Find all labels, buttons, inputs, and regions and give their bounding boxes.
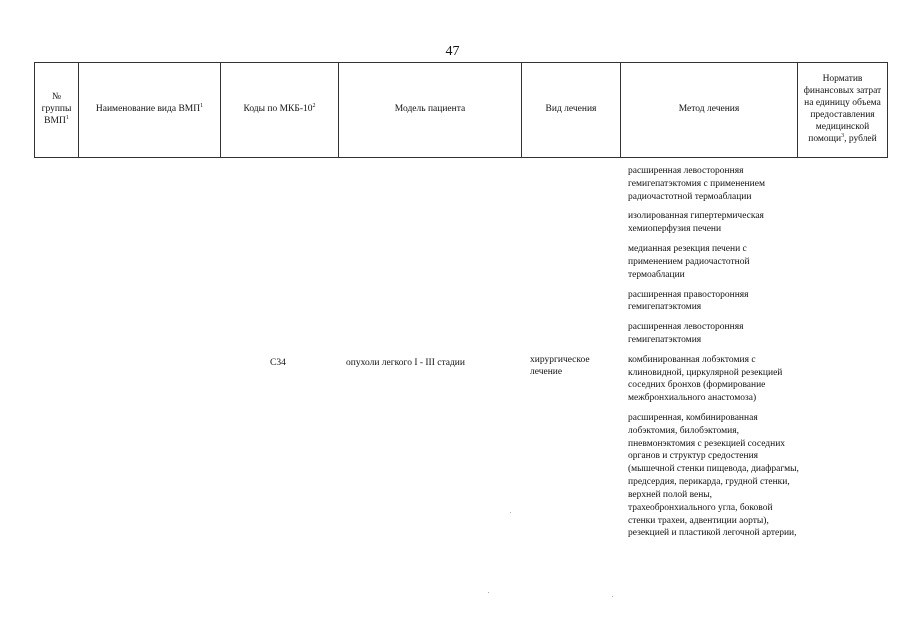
header-icd-codes <box>221 63 339 158</box>
footnote-mark: 1 <box>65 114 69 121</box>
header-cost-norm <box>798 63 888 158</box>
icd-code-cell: C34 <box>270 358 286 368</box>
header-patient-model-text: Модель пациента <box>394 104 466 115</box>
header-table <box>34 62 888 158</box>
header-group-number <box>35 63 79 158</box>
treatment-method-item: изолированная гипертермическая хемиоперфузия печени <box>628 211 764 235</box>
header-treatment-type <box>522 63 621 158</box>
treatment-method-item: расширенная правосторонняя гемигепатэктомия <box>628 289 749 313</box>
header-cost-norm-tail: , рублей <box>844 133 877 144</box>
treatment-method-item: расширенная, комбинированная лобэктомия, билобэктомия, пневмонэктомия с резекцией соседних органов и структур средостения (мышечной стенки пищевода, диафрагмы, предсердия, перикарда, грудной стенки, верхней полой вены, трахеобронхиального угла, боковой стенки трахеи, адвентиции аорты), резекцией и пластикой легочной артерии, <box>628 413 799 539</box>
treatment-type-cell: хирургическое лечение <box>530 355 590 378</box>
header-vmp-name-text: Наименование вида ВМП <box>95 104 201 115</box>
header-treatment-method-text: Метод лечения <box>678 104 740 115</box>
header-treatment-method <box>621 63 798 158</box>
scan-speck <box>612 596 613 597</box>
treatment-method-item: расширенная левосторонняя гемигепатэктомия <box>628 322 744 345</box>
header-patient-model <box>339 63 522 158</box>
footnote-mark: 3 <box>841 132 845 139</box>
header-cost-norm-text: Норматив финансовых затрат на единицу объема предоставления медицинской помощи <box>803 74 882 144</box>
footnote-mark: 1 <box>200 102 204 109</box>
footnote-mark: 2 <box>312 102 316 109</box>
scan-speck <box>488 592 489 593</box>
treatment-methods-list <box>628 165 800 547</box>
header-treatment-type-text: Вид лечения <box>545 104 597 115</box>
treatment-method-item: комбинированная лобэктомия с клиновидной, циркулярной резекцией соседних бронхов (формирование межбронхиального анастомоза) <box>628 354 783 404</box>
header-group-number-text: № группы ВМП <box>41 92 72 126</box>
scan-speck <box>510 512 511 513</box>
treatment-method-item: расширенная левосторонняя гемигепатэктомия с применением радиочастотной термоаблации <box>628 166 765 202</box>
treatment-method-item: медианная резекция печени с применением радиочастотной термоаблации <box>628 244 750 280</box>
page-number: 47 <box>445 44 460 59</box>
header-icd-codes-text: Коды по МКБ-10 <box>243 104 313 115</box>
patient-model-cell: опухоли легкого I - III стадии <box>346 358 465 368</box>
header-vmp-name <box>79 63 221 158</box>
